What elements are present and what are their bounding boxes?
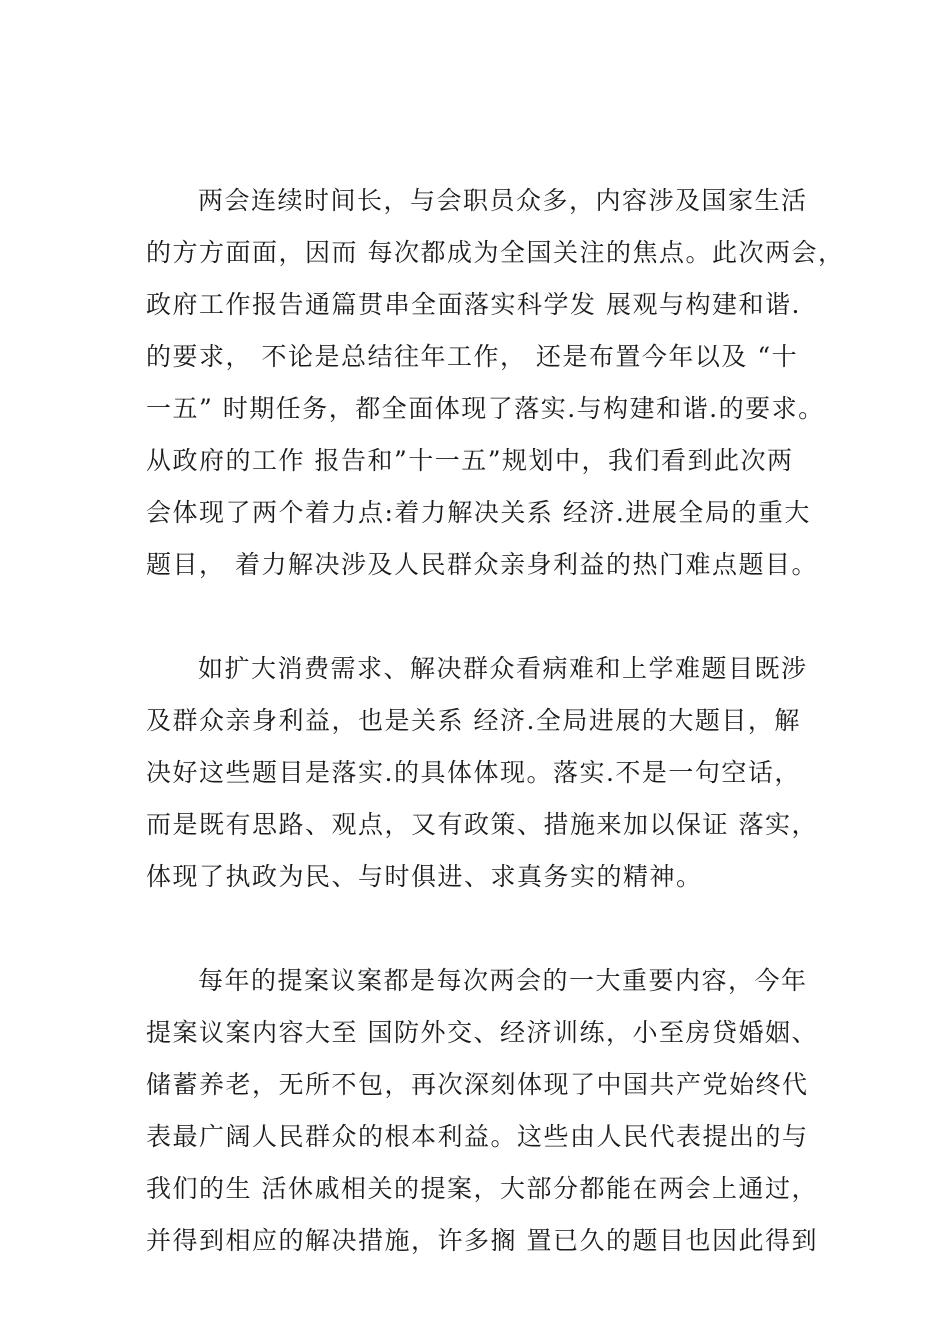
paragraph-1-line-2: 的方方面面，因而 每次都成为全国关注的焦点。此次两会，: [146, 238, 845, 267]
paragraph-1-line-5: 一五” 时期任务，都全面体现了落实.与构建和谐.的要求。: [146, 394, 825, 423]
paragraph-1-line-1: 两会连续时间长，与会职员众多，内容涉及国家生活: [198, 186, 808, 215]
paragraph-1-line-6: 从政府的工作 报告和”十一五”规划中，我们看到此次两: [146, 446, 794, 475]
paragraph-3-line-3: 储蓄养老，无所不包，再次深刻体现了中国共产党始终代: [146, 1070, 809, 1099]
paragraph-1-line-7: 会体现了两个着力点:着力解决关系 经济.进展全局的重大: [146, 498, 811, 527]
paragraph-2-line-2: 及群众亲身利益，也是关系 经济.全局进展的大题目，解: [146, 706, 801, 735]
paragraph-1-line-8: 题目， 着力解决涉及人民群众亲身利益的热门难点题目。: [146, 550, 818, 579]
paragraph-3-line-1: 每年的提案议案都是每次两会的一大重要内容，今年: [198, 966, 808, 995]
paragraph-3-line-4: 表最广阔人民群众的根本利益。这些由人民代表提出的与: [146, 1122, 809, 1151]
paragraph-2-line-5: 体现了执政为民、与时俱进、求真务实的精神。: [146, 862, 703, 891]
paragraph-1-line-4: 的要求， 不论是总结往年工作， 还是布置今年以及 “十: [146, 342, 799, 371]
paragraph-2-line-4: 而是既有思路、观点，又有政策、措施来加以保证 落实，: [146, 810, 818, 839]
paragraph-2-line-3: 决好这些题目是落实.的具体体现。落实.不是一句空话，: [146, 758, 801, 787]
paragraph-1-line-3: 政府工作报告通篇贯串全面落实科学发 展观与构建和谐.: [146, 290, 801, 319]
paragraph-3-line-6: 并得到相应的解决措施，许多搁 置已久的题目也因此得到: [146, 1226, 818, 1255]
paragraph-2-line-1: 如扩大消费需求、解决群众看病难和上学难题目既涉: [198, 654, 808, 683]
paragraph-3-line-2: 提案议案内容大至 国防外交、经济训练，小至房贷婚姻、: [146, 1018, 818, 1047]
paragraph-3-line-5: 我们的生 活休戚相关的提案，大部分都能在两会上通过，: [146, 1174, 818, 1203]
